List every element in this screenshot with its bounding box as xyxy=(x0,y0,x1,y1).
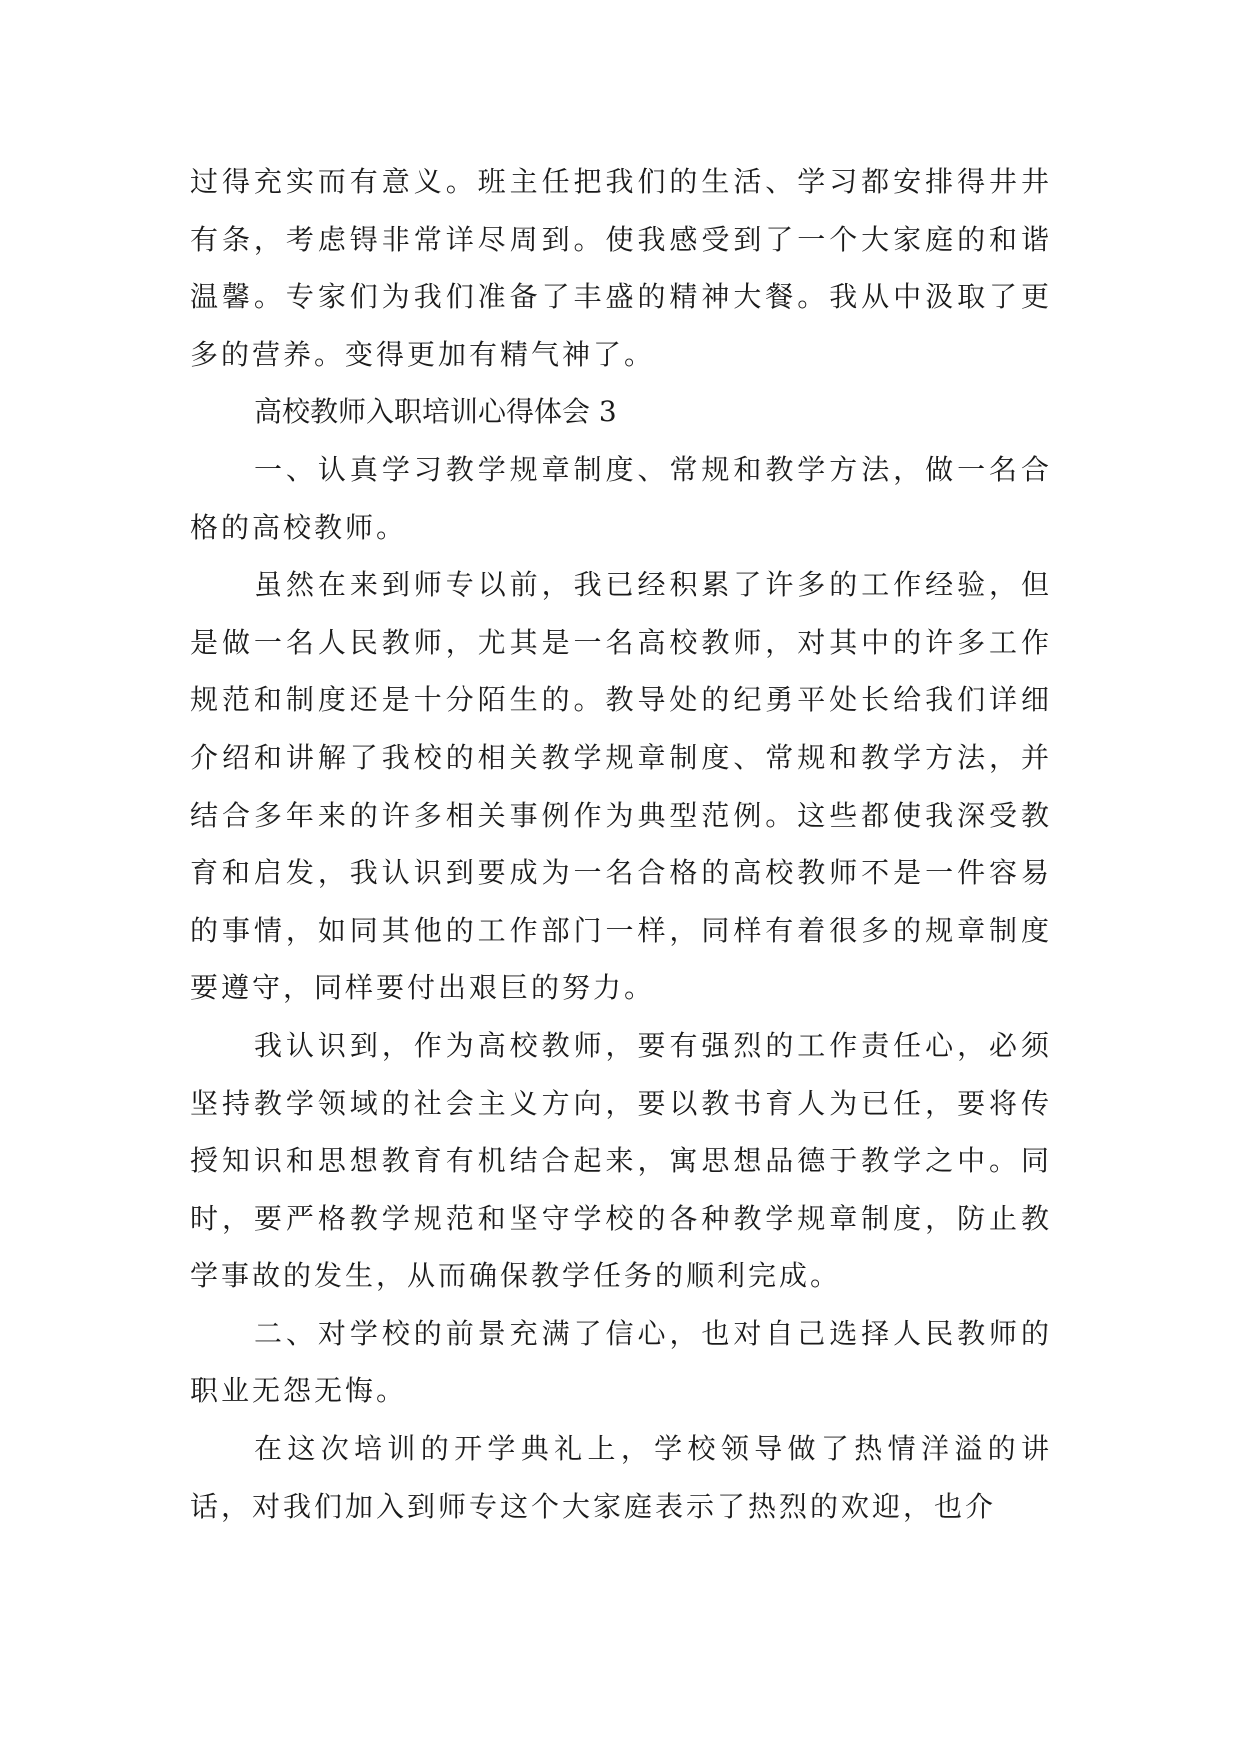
paragraph: 一、认真学习教学规章制度、常规和教学方法，做一名合格的高校教师。 xyxy=(190,452,1052,544)
paragraph-continuation: 过得充实而有意义。班主任把我们的生活、学习都安排得井井有条，考虑锝非常详尽周到。使我感受到了一个大家庭的和谐温馨。专家们为我们准备了丰盛的精神大餐。我从中汲取了更多的营养。变得更加有精气神了。 xyxy=(190,165,1052,371)
paragraph: 在这次培训的开学典礼上，学校领导做了热情洋溢的讲话，对我们加入到师专这个大家庭表示了热烈的欢迎，也介 xyxy=(190,1432,1052,1523)
section-heading: 高校教师入职培训心得体会 3 xyxy=(254,395,617,429)
document-body xyxy=(190,153,1052,1535)
paragraph: 二、对学校的前景充满了信心，也对自己选择人民教师的职业无怨无悔。 xyxy=(190,1316,1052,1408)
paragraph: 我认识到，作为高校教师，要有强烈的工作责任心，必须坚持教学领域的社会主义方向，要以教书育人为已任，要将传授知识和思想教育有机结合起来，寓思想品德于教学之中。同时，要严格教学规范和坚守学校的各种教学规章制度，防止教学事故的发生，从而确保教学任务的顺利完成。 xyxy=(190,1028,1052,1293)
paragraph: 虽然在来到师专以前，我已经积累了许多的工作经验，但是做一名人民教师，尤其是一名高校教师，对其中的许多工作规范和制度还是十分陌生的。教导处的纪勇平处长给我们详细介绍和讲解了我校的相关教学规章制度、常规和教学方法，并结合多年来的许多相关事例作为典型范例。这些都使我深受教育和启发，我认识到要成为一名合格的高校教师不是一件容易的事情，如同其他的工作部门一样，同样有着很多的规章制度要遵守，同样要付出艰巨的努力。 xyxy=(190,568,1052,1005)
